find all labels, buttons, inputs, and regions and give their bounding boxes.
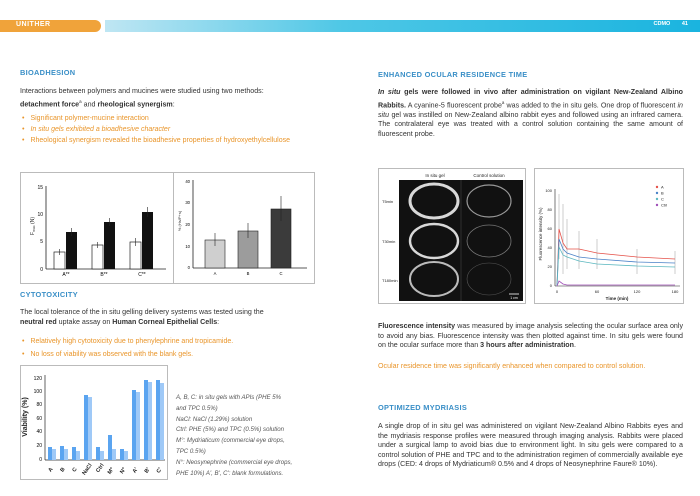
bar	[132, 390, 136, 460]
header-bar	[105, 20, 700, 32]
x-tick-label: 120	[633, 289, 641, 294]
viability-ylabel: Viability (%)	[22, 397, 29, 437]
y-tick-label: 100	[33, 389, 42, 395]
x-tick-label: A'	[131, 466, 140, 475]
fluor-xlabel: Time (min)	[605, 296, 629, 301]
y-tick-label: 60	[547, 226, 552, 231]
fluorescence-text	[378, 322, 683, 351]
x-tick-label: 180	[671, 289, 679, 294]
ylabel-unit: (N)	[30, 216, 36, 226]
bullet-item: • Significant polymer-mucine interaction	[22, 113, 352, 124]
caption-line: PHE 10%) A', B', C': blank formulations.	[176, 469, 284, 477]
page-number: 41	[681, 21, 688, 27]
fluorescence-text-2: .	[573, 341, 576, 350]
y-tick-label: 100	[545, 188, 552, 193]
bar-A-black	[66, 232, 77, 269]
bar	[136, 392, 140, 460]
bar	[156, 380, 160, 460]
y-tick-label: 30	[185, 200, 190, 205]
bullet-item: • No loss of viability was observed with the blank gels.	[22, 348, 352, 361]
bar	[48, 447, 52, 460]
row-label-180min: T180min	[382, 278, 398, 283]
ylabel-sub: max	[32, 225, 36, 232]
x-tick-label: C'	[155, 466, 164, 475]
bar	[144, 380, 148, 460]
y-tick-label: 40	[185, 179, 190, 184]
legend-C: C	[661, 196, 664, 202]
three-hours-bold: 3 hours after administration	[480, 341, 574, 350]
bullet-item: • Rheological synergism revealed the bioadhesive properties of hydroxyethylcellulose	[22, 135, 352, 146]
eye-col-label-gel: In situ gel	[425, 173, 445, 178]
bar	[112, 449, 116, 460]
legend-B: B	[661, 190, 664, 196]
fluor-ylabel: Fluorescence intensity (%)	[538, 207, 543, 261]
header-section-label: CDMO	[653, 21, 671, 27]
figure-divider	[173, 172, 174, 284]
bar	[120, 449, 124, 460]
y-tick-label: 0	[549, 283, 552, 288]
series-B-line	[557, 239, 675, 286]
y-tick-label: 60	[36, 416, 42, 422]
y-tick-label: 10	[185, 244, 190, 249]
bullet-item: • Relatively high cytotoxicity due to phenylephrine and tropicamide.	[22, 335, 352, 348]
fluorescence-bold: Fluorescence intensity	[378, 322, 456, 330]
cytotoxicity-colon: :	[217, 317, 220, 326]
mydriasis-title: OPTIMIZED MYDRIASIS	[378, 403, 468, 412]
x-tick-label: C	[71, 466, 79, 474]
ocular-text-1: A cyanine-5 fluorescent probe	[405, 100, 502, 109]
in-situ-italic: in situ	[378, 100, 683, 119]
bar	[124, 451, 128, 460]
bar-C-white	[130, 242, 141, 269]
x-tick-label: B	[246, 271, 250, 276]
viability-chart	[20, 365, 168, 480]
y-tick-label: 20	[36, 443, 42, 449]
x-tick-label: B	[59, 466, 67, 474]
cytotoxicity-intro	[20, 308, 350, 327]
x-tick-label: N°	[119, 466, 128, 476]
bar	[76, 451, 80, 460]
fluorescence-chart	[535, 169, 683, 303]
series-C-line	[557, 247, 675, 286]
x-tick-label: C	[279, 271, 283, 276]
bioadhesion-title: BIOADHESION	[20, 68, 76, 77]
x-tick-label: NaCl	[81, 462, 94, 477]
footnote-a: a	[501, 99, 505, 105]
bar	[84, 395, 88, 460]
bar	[108, 435, 112, 460]
cytotoxicity-title: CYTOTOXICITY	[20, 290, 78, 299]
y-tick-label: 20	[547, 264, 552, 269]
bar	[52, 449, 56, 460]
row-label-5min: T5min	[382, 199, 394, 204]
mydriasis-text: A single drop of in situ gel was administered on vigilant New-Zealand Albino Rabbits eyes and the mydriasis response profiles were measured through imaging analysis. Rabbits were placed under a surgical lamp to avoid bias due to environment light. In situ gels were compared to a control solution of PHE and TPC and to the administration regimen of commercially available eye drops (CED: 4 drops of Mydriaticum® 0.5% and 4 drops of Neosynephrine Faure® 10%).	[378, 422, 683, 469]
bar	[148, 382, 152, 460]
bar	[64, 449, 68, 460]
y-tick-label: 15	[37, 185, 43, 191]
bar	[100, 451, 104, 460]
eye-col-label-control: Control solution	[473, 173, 505, 178]
y-tick-label: 80	[36, 402, 42, 408]
ocular-title: ENHANCED OCULAR RESIDENCE TIME	[378, 70, 528, 79]
bioadhesion-bullets	[22, 113, 352, 147]
in-situ-italic: In situ	[378, 88, 401, 96]
brand-name: UNITHER	[16, 21, 51, 28]
bar	[160, 383, 164, 460]
neutral-red-label: neutral red	[20, 317, 57, 326]
series-ctrl-line	[557, 281, 675, 286]
detachment-force-label: detachment force	[20, 99, 80, 108]
bioadhesion-intro-text: Interactions between polymers and mucines were studied using two methods:	[20, 87, 264, 95]
detachment-ylabel	[30, 217, 36, 235]
bar	[60, 446, 64, 460]
x-tick-label: A	[47, 466, 55, 474]
rheological-synergism-label: rheological synergism	[97, 99, 173, 108]
x-tick-label: 0	[555, 289, 559, 294]
x-tick-label: M°	[106, 466, 116, 476]
header-left-tab	[0, 20, 101, 32]
fluorescence-text-1: was measured by image analysis selecting the ocular surface area only to avoid any bias. Fluorescence intensity was then plotted against time. In situ gels were found on the ocular surface more than	[378, 322, 684, 350]
cytotoxicity-bullets	[22, 335, 352, 361]
ocular-text-3: gel was instilled on New-Zealand albino rabbit eyes and followed using an infrared camera. The contralateral eye was treated with a control solution containing the same amount of fluorescent probe.	[378, 110, 683, 138]
y-tick-label: 0	[40, 267, 43, 273]
conclusion-text: Ocular residence time was significantly enhanced when compared to control solution.	[378, 362, 646, 370]
caption-line: A, B, C: in situ gels with APIs (PHE 5%	[176, 394, 282, 401]
bioadhesion-intro	[20, 87, 340, 110]
caption-line: NaCl: NaCl (1.29%) solution	[176, 415, 253, 423]
x-tick-label: B**	[100, 272, 108, 278]
intro-colon: :	[172, 99, 175, 108]
eye-images	[379, 169, 525, 303]
bar	[88, 397, 92, 460]
hcec-label: Human Corneal Epithelial Cells	[112, 317, 218, 326]
bar	[96, 447, 100, 460]
bar	[72, 447, 76, 460]
x-tick-label: Ctrl	[95, 462, 106, 474]
rheological-synergism-chart	[175, 176, 313, 280]
x-tick-label: A**	[62, 272, 70, 278]
y-tick-label: 5	[40, 239, 43, 245]
cytotoxicity-text: The local tolerance of the in situ gelling delivery systems was tested using the	[20, 308, 264, 316]
ocular-bold: gels were followed in vivo after administration on vigilant New-Zealand Albino Rabbits.	[378, 88, 683, 109]
ocular-text-2: was added to the in situ gels. One drop of fluorescent	[504, 100, 678, 109]
caption-line: and TPC 0.5%)	[176, 404, 218, 412]
intro-and: and	[81, 99, 98, 108]
bar-B-black	[104, 222, 115, 269]
ocular-text	[378, 88, 683, 139]
y-tick-label: 0	[187, 265, 190, 270]
x-tick-label: A	[213, 271, 217, 276]
series-A-line	[557, 229, 675, 286]
footnote-a: a	[79, 98, 82, 104]
bullet-item: • In situ gels exhibited a bioadhesive character	[22, 124, 352, 135]
caption-line: M°: Mydriaticum (commercial eye drops,	[176, 437, 285, 445]
rheo-ylabel: % (Hs/P+s)	[177, 210, 182, 232]
row-label-30min: T30min	[382, 239, 396, 244]
viability-caption	[176, 393, 346, 479]
x-tick-label: 60	[594, 289, 600, 294]
y-tick-label: 20	[185, 222, 190, 227]
bar-C-black	[142, 212, 153, 269]
y-tick-label: 0	[39, 457, 42, 463]
cytotoxicity-mid: uptake assay on	[56, 317, 113, 326]
ylabel-main: F	[30, 231, 36, 236]
y-tick-label: 40	[36, 429, 42, 435]
bar-B-white	[92, 245, 103, 269]
legend-ctrl: Ctrl	[661, 202, 668, 208]
caption-line: N°: Neosynephrine (commercial eye drops,	[176, 458, 293, 466]
y-tick-label: 80	[547, 207, 552, 212]
detachment-force-chart	[26, 176, 171, 280]
scale-bar-label: 1 cm	[510, 296, 518, 300]
x-tick-label: C**	[138, 272, 146, 278]
y-tick-label: 40	[547, 245, 552, 250]
y-tick-label: 10	[37, 212, 43, 218]
caption-line: TPC 0.5%)	[176, 447, 206, 455]
legend-A: A	[661, 184, 664, 190]
header-right	[644, 21, 688, 27]
y-tick-label: 120	[33, 376, 42, 382]
caption-line: Ctrl: PHE (5%) and TPC (0.5%) solution	[176, 426, 285, 434]
x-tick-label: B'	[143, 466, 152, 475]
